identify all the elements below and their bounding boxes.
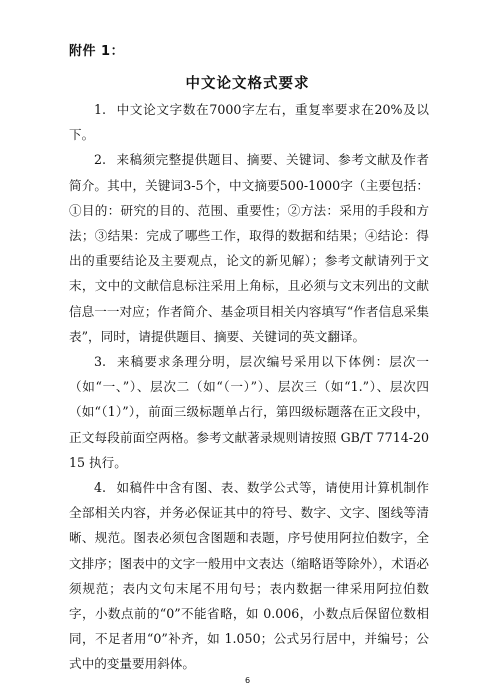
- attachment-label: 附件 1：: [69, 44, 125, 59]
- paragraph-4: [69, 475, 429, 677]
- paragraph-number: 2.: [94, 152, 107, 168]
- paragraph-text: 如稿件中含有图、表、数学公式等，请使用计算机制作全部相关内容，并务必保证其中的符号、数字、文字、图线等清晰、规范。图表必须包含图题和表题，序号使用阿拉伯数字，全文排序；图表中的文字一般用中文表达（缩略语等除外），术语必须规范；表内文句末尾不用句号；表内数据一律采用阿拉伯数字，小数点前的“0”不能省略，如 0.006，小数点后保留位数相同，不足者用“0”补齐，如 1.050；公式另行居中，并编号；公式中的变量要用斜体。: [69, 480, 429, 672]
- paragraph-number: 3.: [94, 354, 107, 370]
- paragraph-2: [69, 147, 429, 349]
- document-body: [69, 97, 429, 677]
- paragraph-text: 来稿要求条理分明，层次编号采用以下体例：层次一（如“一、”）、层次二（如“（一）”）、层次三（如“1.”）、层次四（如“（1）”），前面三级标题单占行，第四级标题落在正文段中，正文每段前面空两格。参考文献著录规则请按照 GB/T 7714-2015 执行。: [69, 354, 429, 470]
- paragraph-text: 来稿须完整提供题目、摘要、关键词、参考文献及作者简介。其中，关键词3-5个，中文摘要500-1000字（主要包括：①目的：研究的目的、范围、重要性；②方法：采用的手段和方法；③结果：完成了哪些工作，取得的数据和结果；④结论：得出的重要结论及主要观点，论文的新见解）；参考文献请列于文末，文中的文献信息标注采用上角标，且必须与文末列出的文献信息一一对应；作者简介、基金项目相关内容填写“作者信息采集表”，同时，请提供题目、摘要、关键词的英文翻译。: [69, 152, 429, 344]
- paragraph-3: [69, 349, 429, 475]
- paragraph-number: 4.: [94, 480, 107, 496]
- document-title: 中文论文格式要求: [185, 76, 310, 92]
- paragraph-number: 1.: [94, 102, 107, 117]
- page-number: 6: [244, 676, 251, 685]
- paragraph-1: [69, 97, 429, 147]
- paragraph-text: 中文论文字数在7000字左右，重复率要求在20%及以下。: [69, 102, 429, 143]
